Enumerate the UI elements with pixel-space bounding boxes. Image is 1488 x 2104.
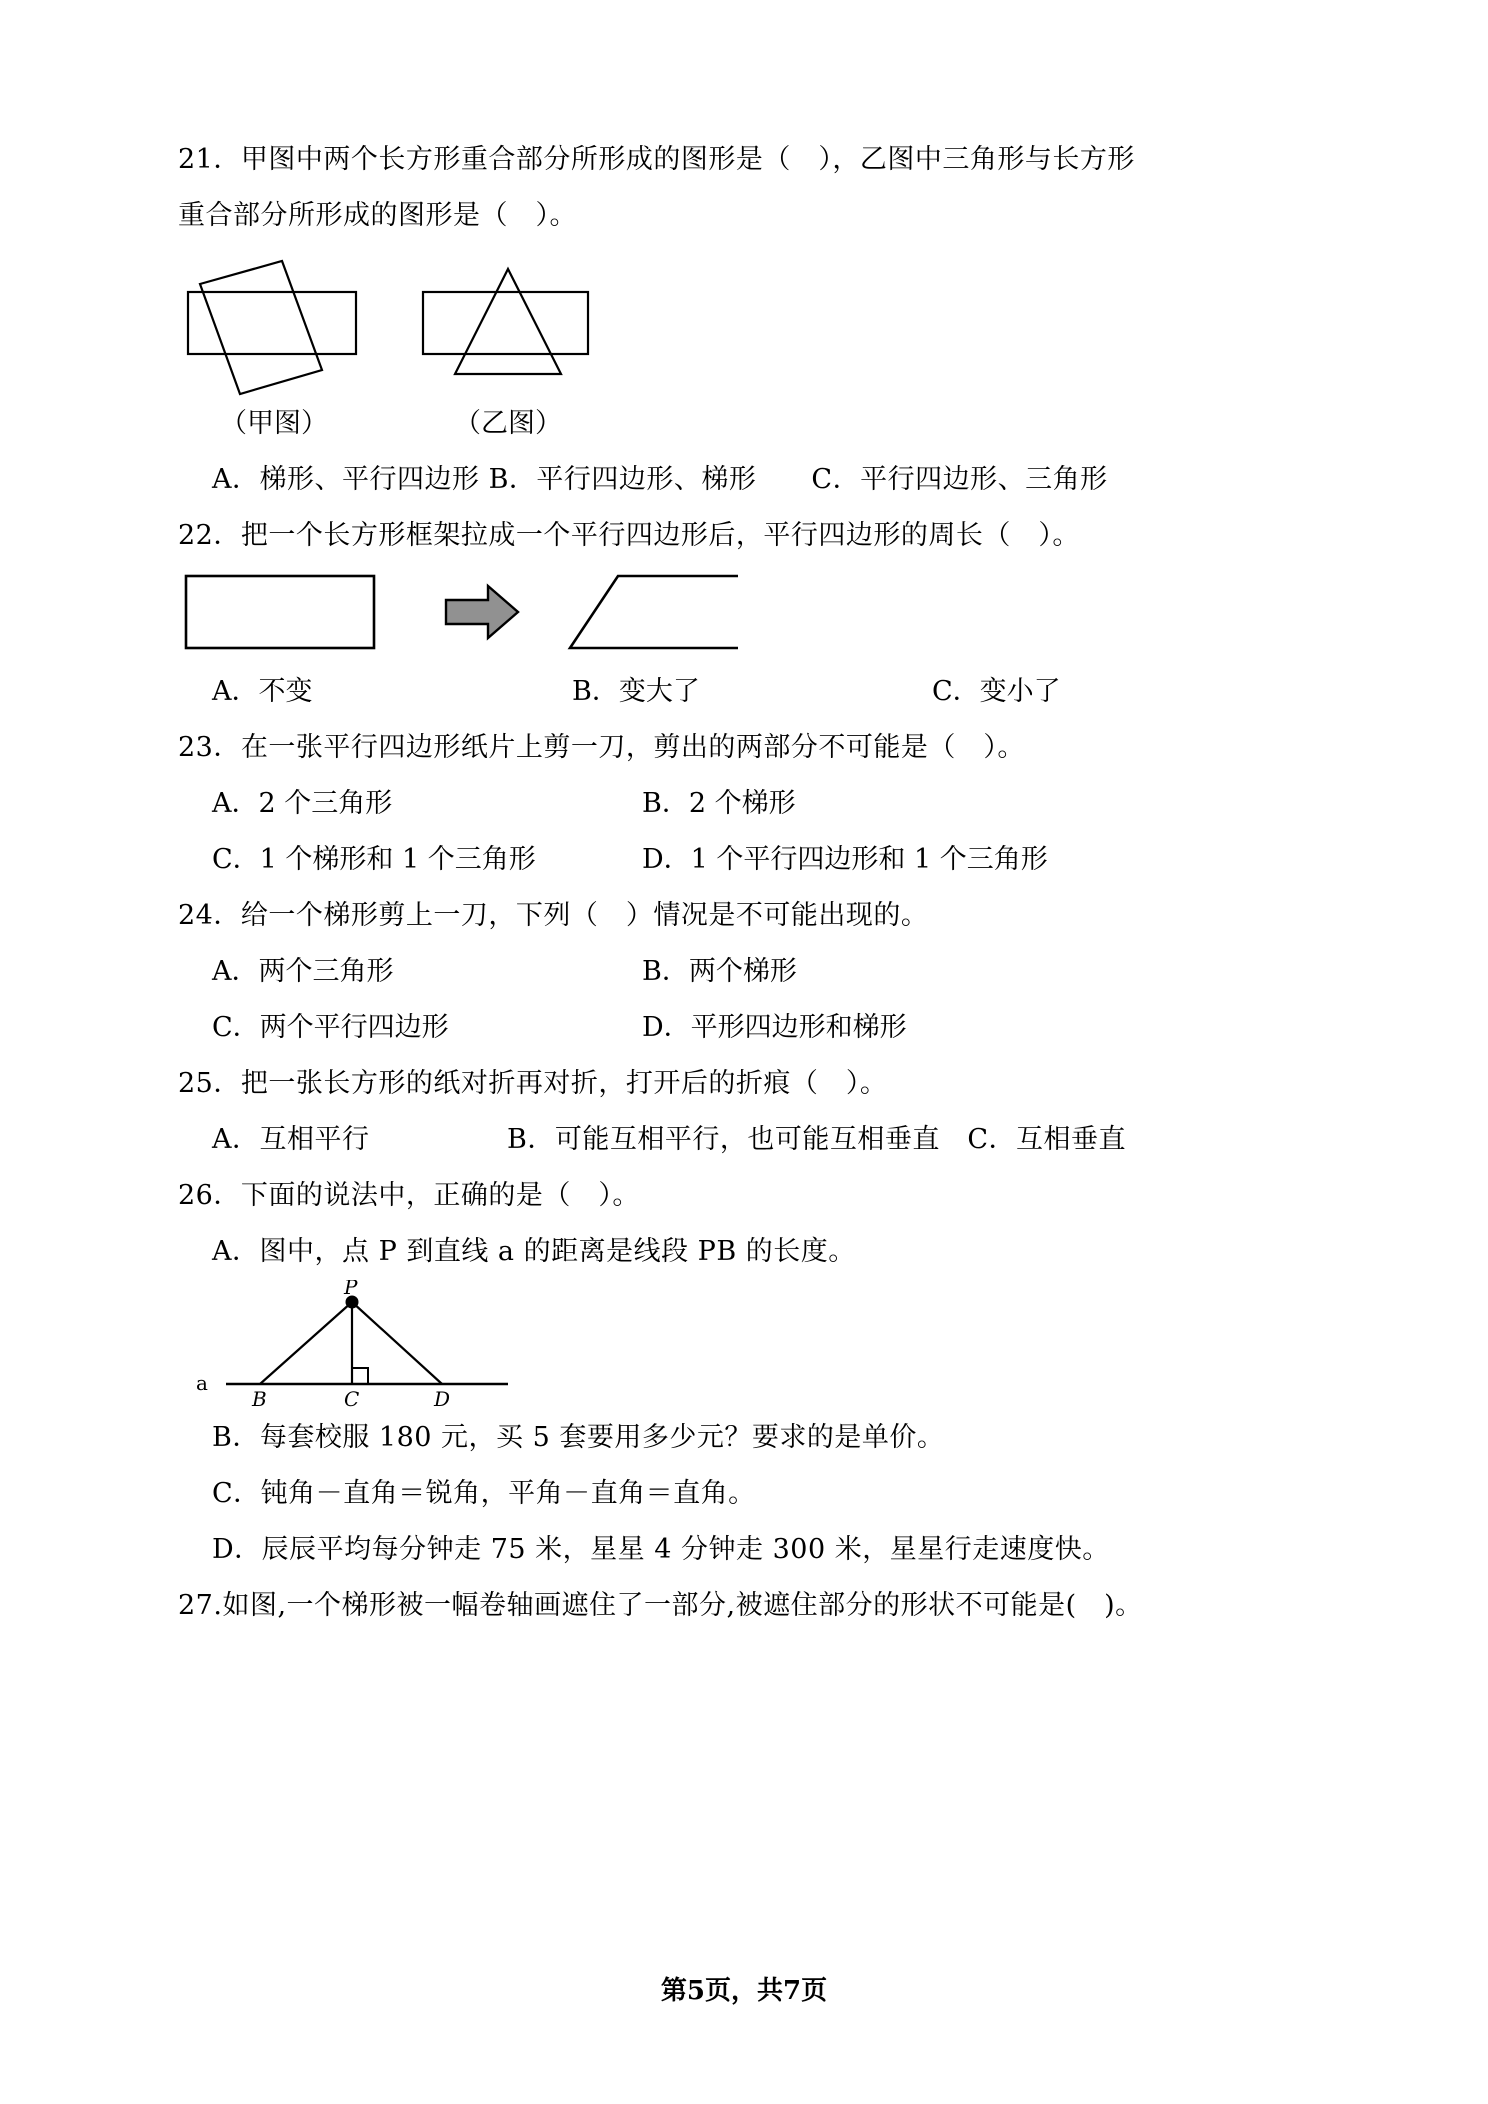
q23-option-a[interactable]: A．2 个三角形 (212, 788, 393, 819)
q26-geometry-figure (178, 1280, 698, 1410)
q26-stem: 26．下面的说法中，正确的是（ ）。 (178, 1180, 640, 1211)
q24-stem: 24．给一个梯形剪上一刀，下列（ ）情况是不可能出现的。 (178, 900, 929, 931)
page-content (178, 132, 1318, 1634)
question-26 (178, 1168, 1318, 1578)
q26-option-d[interactable]: D．辰辰平均每分钟走 75 米，星星 4 分钟走 300 米，星星行走速度快。 (212, 1534, 1110, 1565)
q21-stem-line2: 重合部分所形成的图形是（ ）。 (178, 200, 577, 231)
q23-options-row2 (178, 832, 1318, 888)
q23-option-d[interactable]: D．1 个平行四边形和 1 个三角形 (642, 844, 1048, 875)
q24-options-row2 (178, 1000, 1318, 1056)
q22-figure-group (178, 564, 738, 664)
q22-figures (178, 564, 1318, 664)
label-b: B (252, 1387, 267, 1410)
q24-options-row1 (178, 944, 1318, 1000)
q24-option-a[interactable]: A．两个三角形 (212, 956, 394, 987)
jia-tilted-rectangle (200, 261, 322, 394)
segment-pb (260, 1302, 352, 1384)
q24-option-b[interactable]: B．两个梯形 (642, 956, 797, 987)
q25-options[interactable]: A．互相平行 B．可能互相平行，也可能互相垂直 C．互相垂直 (212, 1124, 1126, 1155)
arrow-right-icon (446, 586, 518, 638)
question-27 (178, 1578, 1318, 1634)
q25-stem: 25．把一张长方形的纸对折再对折，打开后的折痕（ ）。 (178, 1068, 888, 1099)
q21-options[interactable]: A．梯形、平行四边形 B．平行四边形、梯形 C．平行四边形、三角形 (212, 464, 1108, 495)
q21-caption-jia: （甲图） (220, 408, 328, 439)
q23-option-c[interactable]: C．1 个梯形和 1 个三角形 (212, 844, 536, 875)
label-c: C (344, 1387, 360, 1410)
q27-stem: 27.如图,一个梯形被一幅卷轴画遮住了一部分,被遮住部分的形状不可能是( )。 (178, 1590, 1143, 1621)
q26-option-c[interactable]: C．钝角－直角＝锐角，平角－直角＝直角。 (212, 1478, 756, 1509)
q22-option-c[interactable]: C．变小了 (932, 676, 1061, 707)
q21-figures (178, 244, 1318, 404)
q21-figure-group (178, 244, 698, 404)
q26-option-b[interactable]: B．每套校服 180 元，买 5 套要用多少元？要求的是单价。 (212, 1422, 945, 1453)
q23-stem: 23．在一张平行四边形纸片上剪一刀，剪出的两部分不可能是（ ）。 (178, 732, 1025, 763)
q26-diagram (178, 1280, 1318, 1410)
label-line-a: a (196, 1371, 208, 1395)
figure-yi (423, 269, 588, 374)
q21-stem-line1: 21．甲图中两个长方形重合部分所形成的图形是（ ），乙图中三角形与长方形 (178, 144, 1135, 175)
q24-option-d[interactable]: D．平形四边形和梯形 (642, 1012, 907, 1043)
q22-parallelogram (570, 576, 738, 648)
q21-captions (178, 404, 1318, 444)
q21-caption-yi: （乙图） (454, 408, 562, 439)
yi-rectangle (423, 292, 588, 354)
q22-options (178, 664, 1318, 720)
question-25 (178, 1056, 1318, 1168)
question-21 (178, 132, 1318, 508)
yi-triangle (455, 269, 561, 374)
question-22 (178, 508, 1318, 720)
q22-stem: 22．把一个长方形框架拉成一个平行四边形后，平行四边形的周长（ ）。 (178, 520, 1080, 551)
question-23 (178, 720, 1318, 888)
q22-rectangle (186, 576, 374, 648)
q23-options-row1 (178, 776, 1318, 832)
segment-pd (352, 1302, 442, 1384)
q22-option-a[interactable]: A．不变 (212, 676, 313, 707)
page-footer: 第5页，共7页 (660, 1976, 828, 2006)
question-24 (178, 888, 1318, 1056)
label-d: D (434, 1387, 451, 1410)
label-p: P (344, 1280, 358, 1299)
figure-jia (188, 261, 356, 394)
q24-option-c[interactable]: C．两个平行四边形 (212, 1012, 449, 1043)
q26-option-a[interactable]: A．图中，点 P 到直线 a 的距离是线段 PB 的长度。 (212, 1236, 856, 1267)
q22-option-b[interactable]: B．变大了 (572, 676, 700, 707)
right-angle-marker (352, 1368, 368, 1384)
q23-option-b[interactable]: B．2 个梯形 (642, 788, 796, 819)
